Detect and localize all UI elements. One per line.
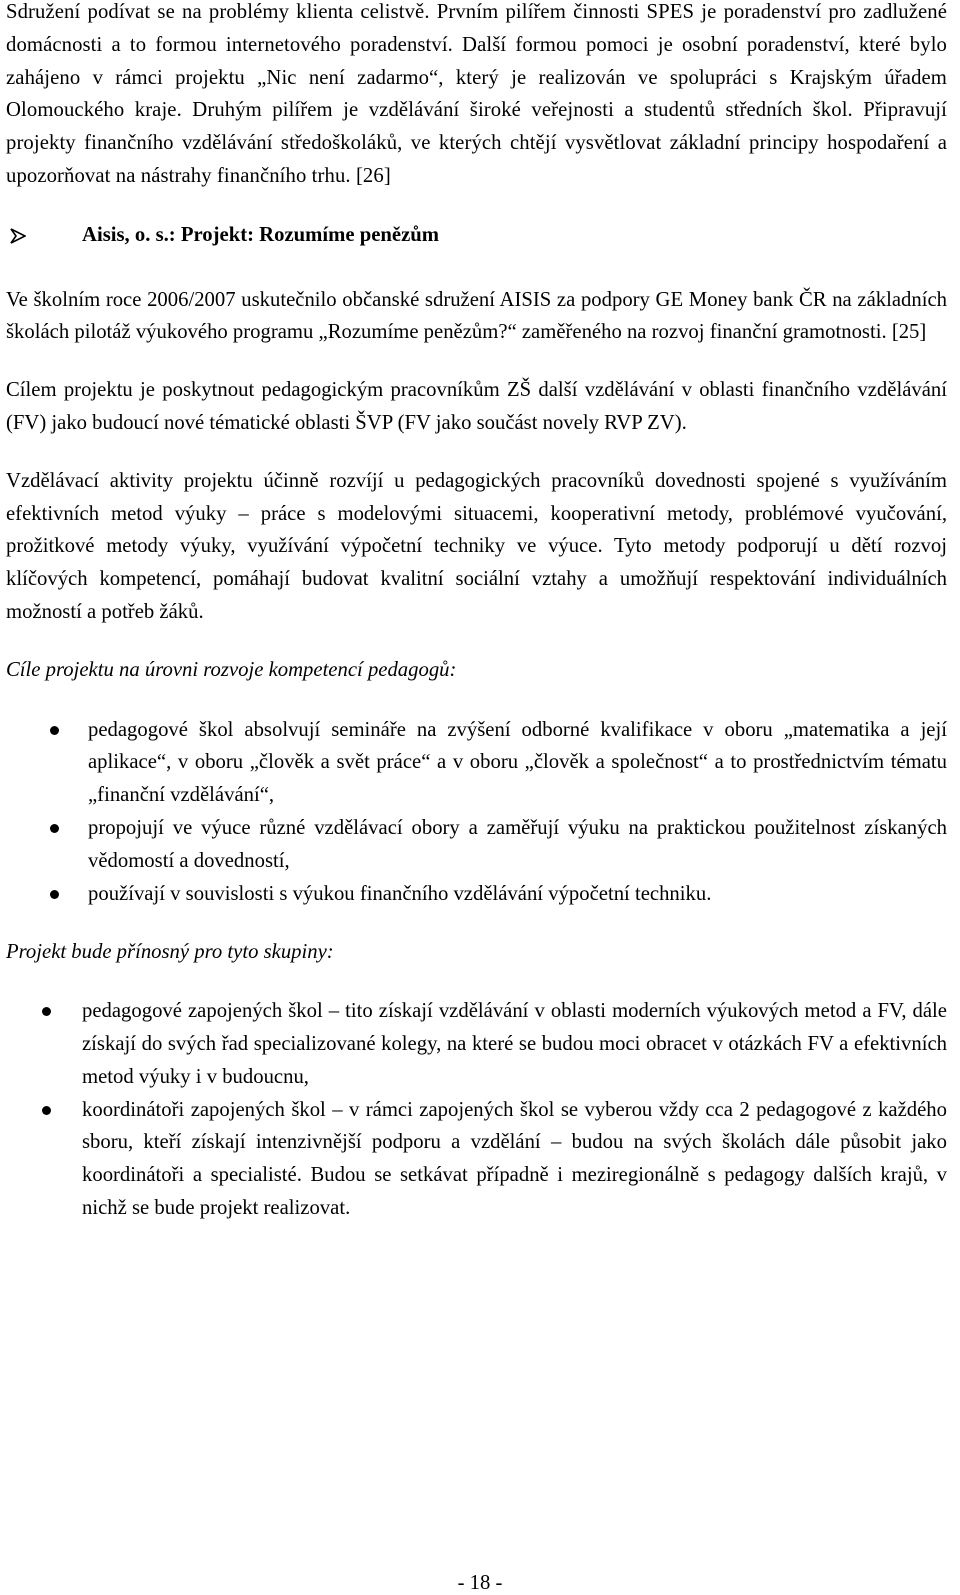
- goals-list: [6, 714, 947, 911]
- list-item-text: pedagogové zapojených škol – tito získají vzdělávání v oblasti moderních výukových metod a FV, dále získají do svých řad specializované kolegy, na které se budou moci obracet v otázkách FV a efektivních metod výuky i v budoucnu,: [82, 1000, 947, 1088]
- paragraph-activities: Vzdělávací aktivity projektu účinně rozvíjí u pedagogických pracovníků dovednosti spojené s využíváním efektivních metod výuky – práce s modelovými situacemi, kooperativní metody, problémové vyučování, prožitkové metody výuky, využívání výpočetní techniky ve výuce. Tyto metody podporují u dětí rozvoj klíčových kompetencí, pomáhají budovat kvalitní sociální vztahy a umožňují respektování individuálních možností a potřeb žáků.: [6, 469, 947, 623]
- groups-heading: Projekt bude přínosný pro tyto skupiny:: [6, 941, 334, 964]
- list-item: [6, 878, 947, 911]
- bullet-icon: [42, 1007, 51, 1016]
- bullet-icon: [50, 824, 59, 833]
- bullet-icon: [42, 1106, 51, 1115]
- arrow-bullet-icon: [10, 228, 26, 244]
- bullet-icon: [50, 890, 59, 899]
- paragraph-pilot: Ve školním roce 2006/2007 uskutečnilo občanské sdružení AISIS za podpory GE Money bank ČR na základních školách pilotáž výukového programu „Rozumíme penězům?“ zaměřeného na rozvoj finanční gramotnosti. [25]: [6, 288, 947, 344]
- section-heading: [6, 219, 947, 252]
- goals-heading: Cíle projektu na úrovni rozvoje kompetencí pedagogů:: [6, 658, 457, 681]
- list-item-text: propojují ve výuce různé vzdělávací obory a zaměřují výuku na praktickou použitelnost získaných vědomostí a dovedností,: [88, 816, 947, 872]
- document-page: [6, 0, 947, 1225]
- bullet-icon: [50, 726, 59, 735]
- intro-paragraph: Sdružení podívat se na problémy klienta celistvě. Prvním pilířem činnosti SPES je poradenství pro zadlužené domácnosti a to formou internetového poradenství. Další formou pomoci je osobní poradenství, které bylo zahájeno v rámci projektu „Nic není zadarmo“, který je realizován ve spolupráci s Krajským úřadem Olomouckého kraje. Druhým pilířem je vzdělávání široké veřejnosti a studentů středních škol. Připravují projekty finančního vzdělávání středoškoláků, ve kterých chtějí vysvětlovat základní principy hospodaření a upozorňovat na nástrahy finančního trhu. [26]: [6, 1, 947, 187]
- section-heading-text: Aisis, o. s.: Projekt: Rozumíme penězům: [82, 223, 440, 246]
- list-item: [6, 714, 947, 812]
- list-item-text: pedagogové škol absolvují semináře na zvýšení odborné kvalifikace v oboru „matematika a její aplikace“, v oboru „člověk a svět práce“ a v oboru „člověk a společnost“ a to prostřednictvím tématu „finanční vzdělávání“,: [88, 718, 947, 807]
- list-item: [6, 1094, 947, 1225]
- list-item-text: koordinátoři zapojených škol – v rámci zapojených škol se vyberou vždy cca 2 pedagogové z každého sboru, kteří získají intenzivnější podporu a vzdělání – budou na svých školách dále působit jako koordinátoři a specialisté. Budou se setkávat případně i meziregionálně s pedagogy dalších krajů, v nichž se bude projekt realizovat.: [82, 1098, 947, 1219]
- paragraph-goal: Cílem projektu je poskytnout pedagogickým pracovníkům ZŠ další vzdělávání v oblasti finančního vzdělávání (FV) jako budoucí nové tématické oblasti ŠVP (FV jako součást novely RVP ZV).: [6, 379, 947, 434]
- list-item-text: používají v souvislosti s výukou finančního vzdělávání výpočetní techniku.: [88, 882, 712, 905]
- list-item: [6, 812, 947, 878]
- list-item: [6, 995, 947, 1093]
- groups-list: [6, 995, 947, 1225]
- page-number: - 18 -: [457, 1572, 503, 1594]
